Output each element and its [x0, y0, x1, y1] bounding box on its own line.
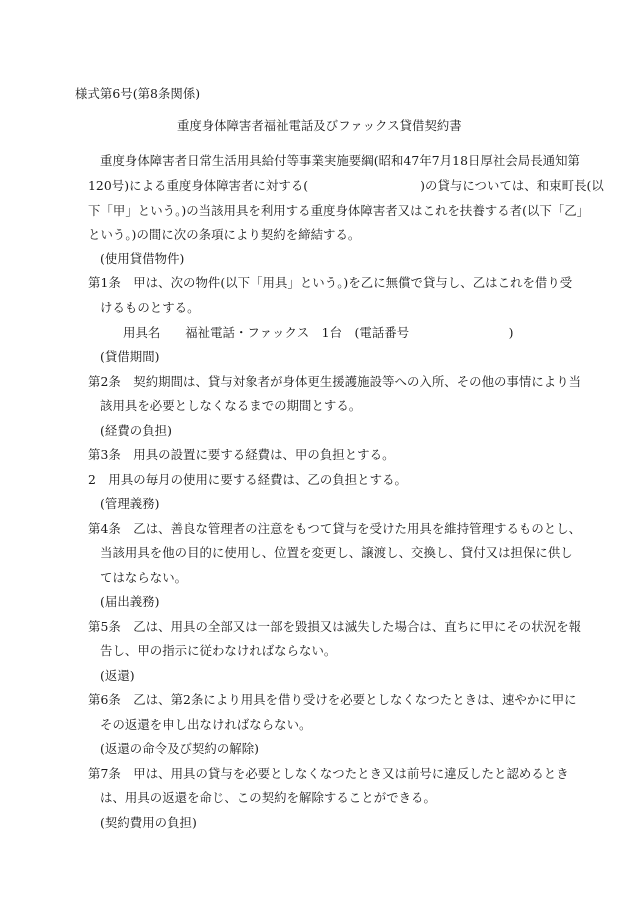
section-heading: (使用貸借物件): [100, 251, 185, 266]
section-heading: (貸借期間): [100, 349, 160, 364]
article-line: 告し、甲の指示に従わなければならない。: [100, 643, 337, 658]
article-line: 第2条 契約期間は、貸与対象者が身体更生援護施設等への入所、その他の事情により当: [88, 374, 582, 389]
section-heading: (契約費用の負担): [100, 815, 197, 830]
section-heading: (返還): [100, 668, 135, 683]
article-line: 該用具を必要としなくなるまでの期間とする。: [100, 398, 362, 413]
section-heading: (管理義務): [100, 496, 160, 511]
article-line: けるものとする。: [100, 300, 200, 315]
preamble-line: 重度身体障害者日常生活用具給付等事業実施要綱(昭和47年7月18日厚社会局長通知第: [100, 153, 580, 168]
article-line: 第3条 用具の設置に要する経費は、甲の負担とする。: [88, 447, 395, 462]
article-line: 第5条 乙は、用具の全部又は一部を毀損又は滅失した場合は、直ちに甲にその状況を報: [88, 619, 582, 634]
item-line: 用具名 福祉電話・ファックス 1台 (電話番号 ): [123, 325, 514, 340]
preamble-line: という。)の間に次の条項により契約を締結する。: [88, 227, 361, 242]
section-heading: (経費の負担): [100, 423, 172, 438]
article-line: てはならない。: [100, 570, 188, 585]
section-heading: (届出義務): [100, 594, 160, 609]
article-line: その返還を申し出なければならない。: [100, 717, 312, 732]
preamble-line: 120号)による重度身体障害者に対する( )の貸与については、和束町長(以: [88, 178, 604, 193]
article-line: 第6条 乙は、第2条により用具を借り受けを必要としなくなつたときは、速やかに甲に: [88, 692, 577, 707]
article-line: は、用具の返還を命じ、この契約を解除することができる。: [100, 790, 436, 805]
form-label: 様式第6号(第8条関係): [75, 86, 201, 101]
section-heading: (返還の命令及び契約の解除): [100, 741, 260, 756]
article-line: 第4条 乙は、善良な管理者の注意をもつて貸与を受けた用具を維持管理するものとし、: [88, 521, 582, 536]
article-line: 第1条 甲は、次の物件(以下「用具」という。)を乙に無償で貸与し、乙はこれを借り受: [88, 275, 573, 290]
preamble-line: 下「甲」という。)の当該用具を利用する重度身体障害者又はこれを扶養する者(以下「乙」: [88, 203, 590, 218]
article-line: 2 用具の毎月の使用に要する経費は、乙の負担とする。: [88, 472, 407, 487]
document-title: 重度身体障害者福祉電話及びファックス貸借契約書: [177, 118, 462, 133]
article-line: 当該用具を他の目的に使用し、位置を変更し、譲渡し、交換し、貸付又は担保に供し: [100, 545, 573, 560]
article-line: 第7条 甲は、用具の貸与を必要としなくなつたとき又は前号に違反したと認めるとき: [88, 766, 569, 781]
